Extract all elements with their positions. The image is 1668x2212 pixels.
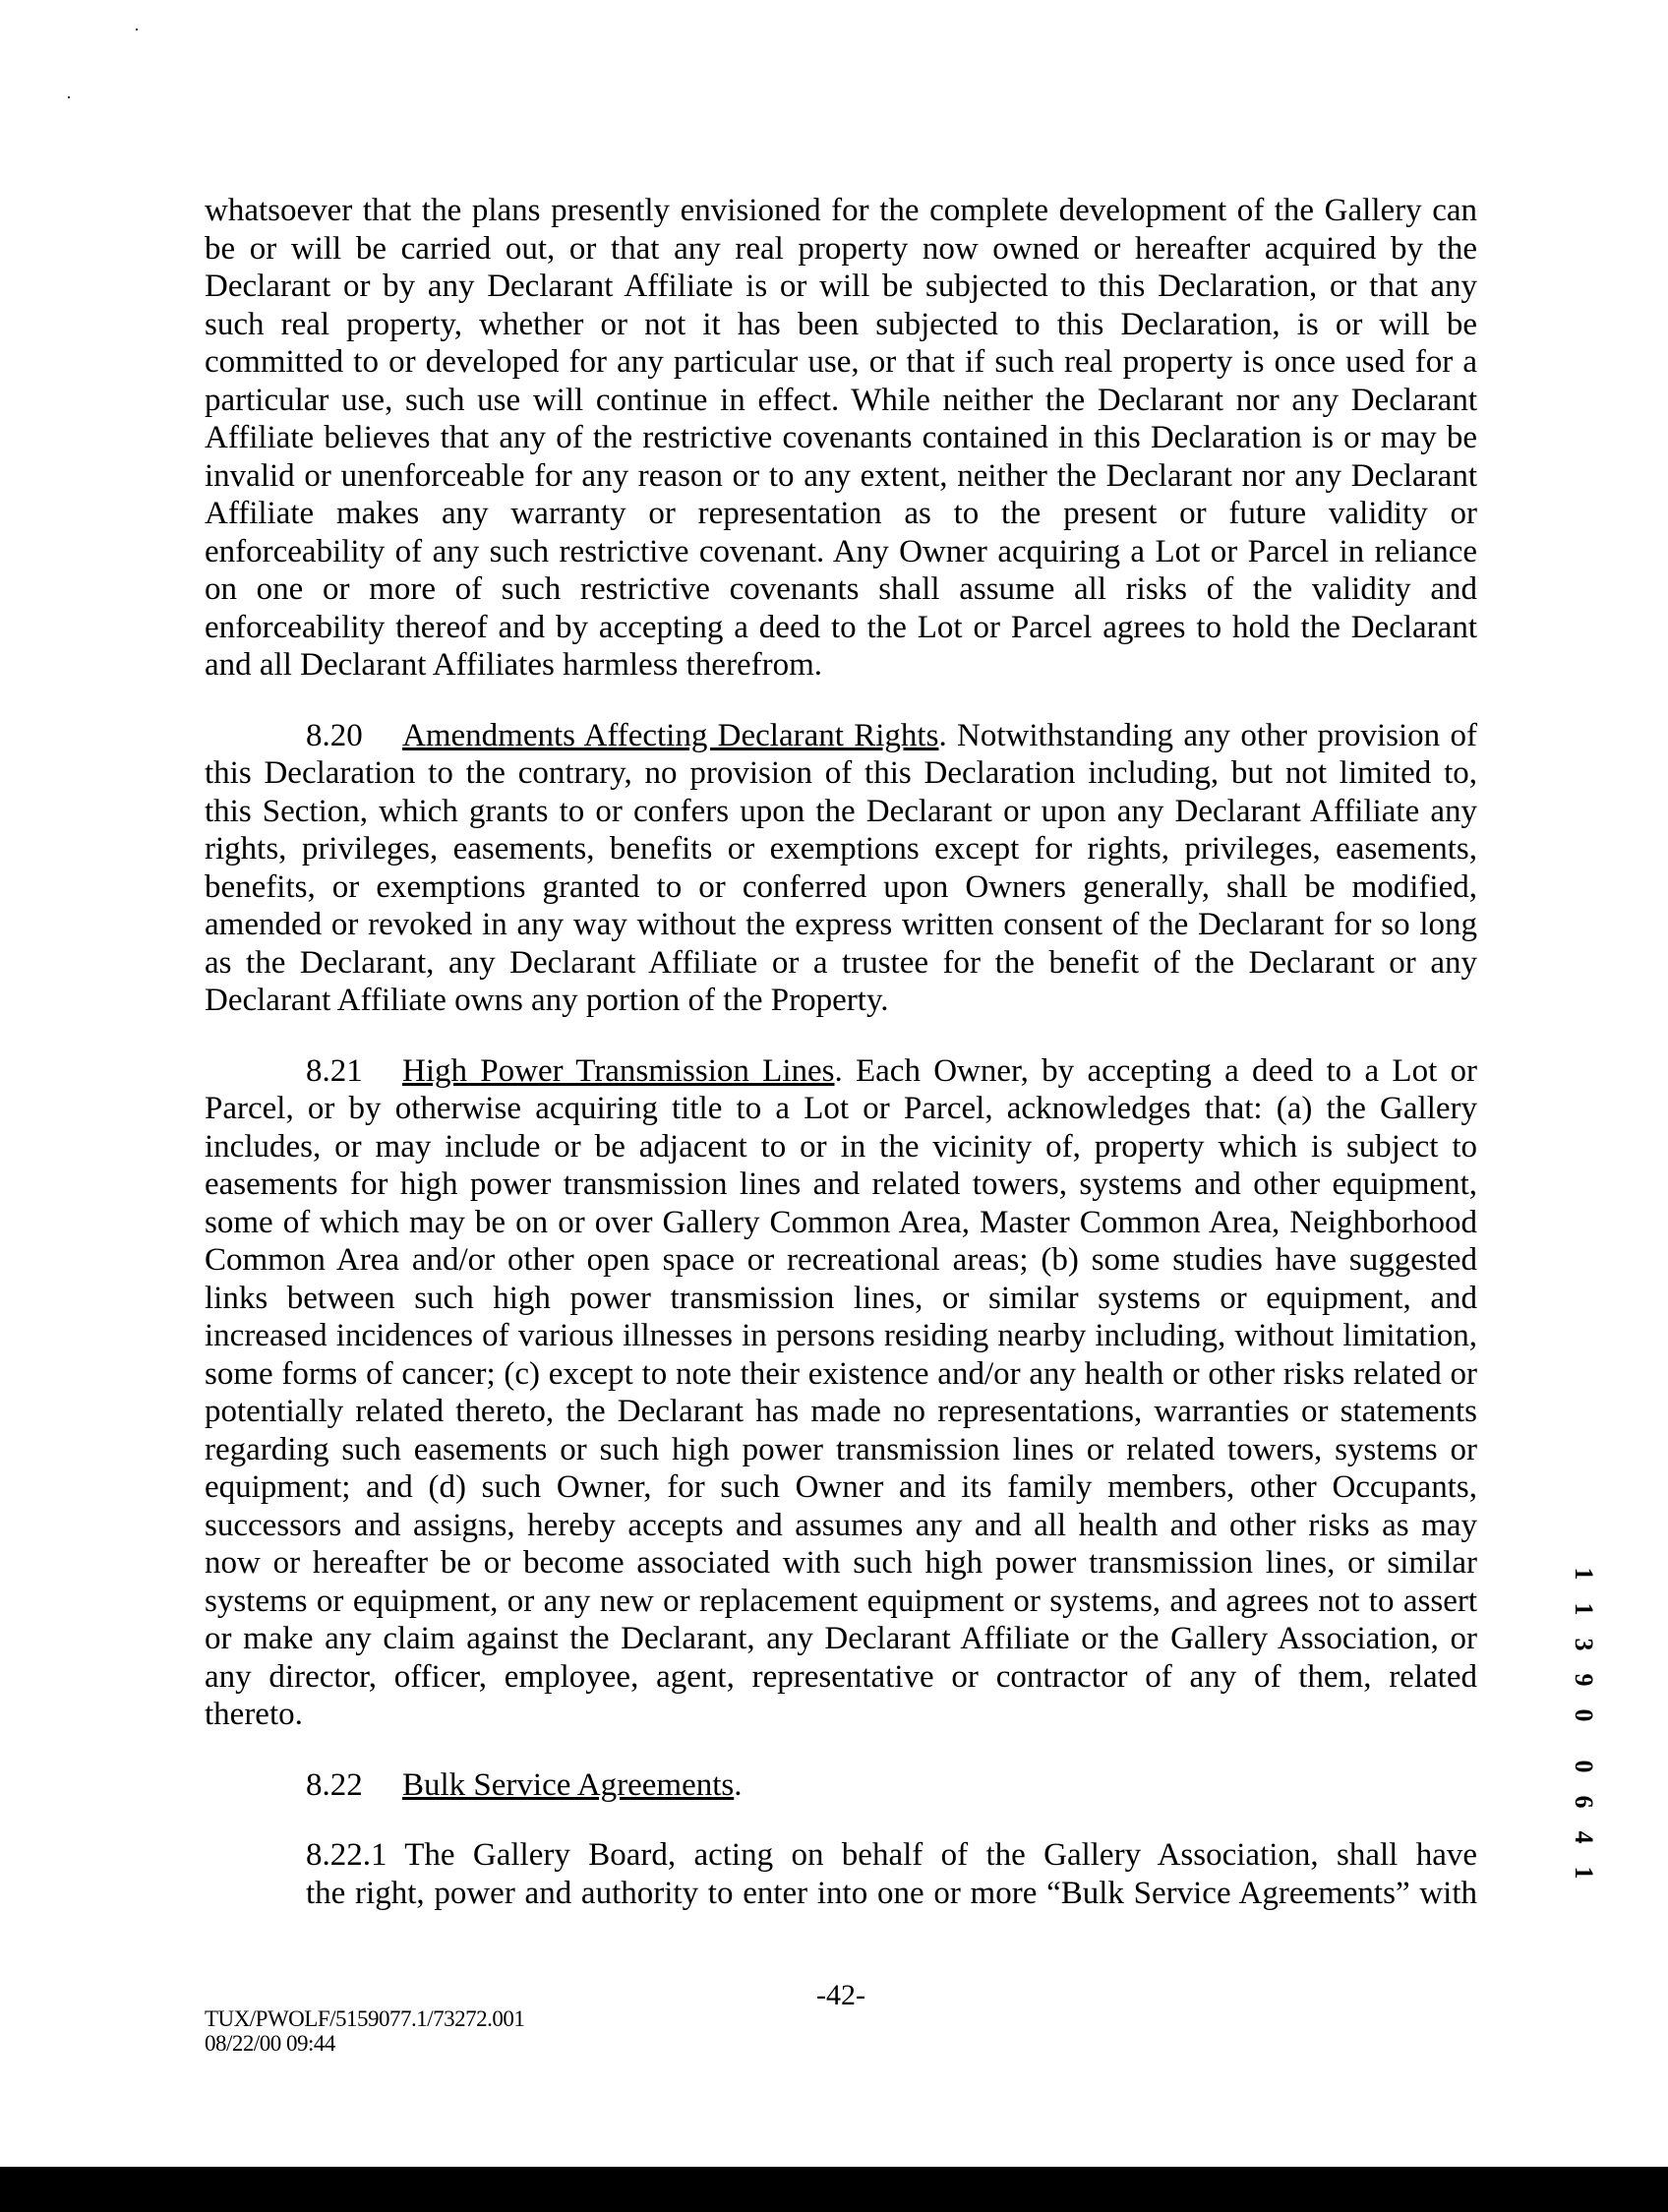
stamp-digit: 9 [1570, 1673, 1598, 1687]
text-line: some of which may be on or over Gallery Common Area, Master Common Area, Neighborhood [205, 1204, 1477, 1240]
text-line: includes, or may include or be adjacent to or in the vicinity of, property which is subject to [205, 1128, 1477, 1165]
text-run: . Each Owner, by accepting a deed to a Lot or [834, 1052, 1477, 1089]
paragraph-p8221 [306, 1836, 1477, 1912]
section-number: 8.20 [306, 717, 363, 753]
text-run: . Notwithstanding any other provision of [938, 717, 1477, 753]
text-run: . [734, 1766, 743, 1803]
paragraph-p822 [205, 1766, 1477, 1805]
recording-stamp-group-2 [1569, 1749, 1598, 1890]
page-number: -42- [816, 1979, 865, 2011]
stamp-digit: 4 [1570, 1830, 1598, 1844]
text-line: Affiliate believes that any of the restrictive covenants contained in this Declaration is or may be [205, 420, 1477, 455]
footer [205, 2006, 524, 2056]
section-number: 8.21 [306, 1052, 363, 1089]
text-line: Parcel, or by otherwise acquiring title to a Lot or Parcel, acknowledges that: (a) the Gallery [205, 1091, 1477, 1126]
section-title: Amendments Affecting Declarant Rights [402, 717, 939, 753]
scan-speck [68, 96, 70, 98]
section-heading-line [306, 1766, 1477, 1805]
text-line: as the Declarant, any Declarant Affiliate or a trustee for the benefit of the Declarant or any [205, 944, 1477, 981]
stamp-digit: 6 [1570, 1795, 1598, 1809]
stamp-digit: 1 [1570, 1602, 1598, 1616]
stamp-digit: 1 [1570, 1866, 1598, 1880]
document-body [205, 192, 1477, 1944]
text-line: this Section, which grants to or confers upon the Declarant or upon any Declarant Affiliate any [205, 793, 1477, 829]
text-line: or make any claim against the Declarant, any Declarant Affiliate or the Gallery Association, or [205, 1621, 1477, 1656]
text-line: thereto. [205, 1697, 303, 1732]
text-line: now or hereafter be or become associated with such high power transmission lines, or similar [205, 1545, 1477, 1581]
text-line: be or will be carried out, or that any real property now owned or hereafter acquired by the [205, 230, 1477, 267]
paragraph-p820 [205, 717, 1477, 1020]
section-title: Bulk Service Agreements [402, 1766, 735, 1803]
scan-speck [136, 29, 138, 30]
text-line: Declarant Affiliate owns any portion of the Property. [205, 983, 889, 1018]
text-line: committed to or developed for any particular use, or that if such real property is once used for a [205, 344, 1477, 380]
text-line: Common Area and/or other open space or recreational areas; (b) some studies have suggested [205, 1242, 1477, 1278]
stamp-digit: 1 [1570, 1567, 1598, 1581]
text-line: Affiliate makes any warranty or representation as to the present or future validity or [205, 496, 1477, 531]
text-line: invalid or unenforceable for any reason or to any extent, neither the Declarant nor any Declarant [205, 457, 1477, 494]
text-line: equipment; and (d) such Owner, for such Owner and its family members, other Occupants, [205, 1469, 1477, 1505]
text-line: links between such high power transmission lines, or similar systems or equipment, and [205, 1280, 1477, 1316]
text-line: some forms of cancer; (c) except to note their existence and/or any health or other risks related or [205, 1355, 1477, 1392]
text-line: whatsoever that the plans presently envisioned for the complete development of the Gallery can [205, 193, 1477, 228]
text-line: Declarant or by any Declarant Affiliate is or will be subjected to this Declaration, or that any [205, 269, 1477, 304]
paragraph-p819 [205, 192, 1477, 685]
text-line: such real property, whether or not it has been subjected to this Declaration, is or will be [205, 306, 1477, 342]
text-line: this Declaration to the contrary, no provision of this Declaration including, but not limited to, [205, 755, 1477, 791]
stamp-digit: 3 [1570, 1638, 1598, 1651]
text-line: particular use, such use will continue in effect. While neither the Declarant nor any Declarant [205, 382, 1477, 418]
section-heading-line [306, 1052, 1477, 1091]
document-id: TUX/PWOLF/5159077.1/73272.001 [205, 2006, 525, 2031]
text-line: easements for high power transmission lines and related towers, systems and other equipment, [205, 1166, 1477, 1202]
text-line: any director, officer, employee, agent, representative or contractor of any of them, related [205, 1658, 1477, 1695]
text-line: regarding such easements or such high power transmission lines or related towers, systems or [205, 1431, 1477, 1467]
text-line: rights, privileges, easements, benefits or exemptions except for rights, privileges, easements, [205, 831, 1477, 867]
text-line: enforceability thereof and by accepting a deed to the Lot or Parcel agrees to hold the Declarant [205, 609, 1477, 645]
text-line: systems or equipment, or any new or replacement equipment or systems, and agrees not to assert [205, 1583, 1477, 1619]
text-line: potentially related thereto, the Declarant has made no representations, warranties or statements [205, 1394, 1477, 1429]
stamp-digit: 0 [1570, 1708, 1598, 1722]
text-line: benefits, or exemptions granted to or conferred upon Owners generally, shall be modified, [205, 868, 1477, 905]
text-line: and all Declarant Affiliates harmless therefrom. [205, 647, 822, 683]
text-line: enforceability of any such restrictive covenant. Any Owner acquiring a Lot or Parcel in reliance [205, 533, 1477, 569]
recording-stamp-group-1 [1569, 1556, 1598, 1733]
text-line: 8.22.1 The Gallery Board, acting on behalf of the Gallery Association, shall have [306, 1837, 1477, 1873]
text-line: increased incidences of various illnesses in persons residing nearby including, without limitation, [205, 1318, 1477, 1353]
text-line: successors and assigns, hereby accepts and assumes any and all health and other risks as may [205, 1507, 1477, 1543]
paragraph-p821 [205, 1052, 1477, 1734]
section-heading-line [306, 717, 1477, 755]
document-timestamp: 08/22/00 09:44 [205, 2031, 335, 2056]
section-number: 8.22 [306, 1766, 363, 1803]
stamp-digit: 0 [1570, 1760, 1598, 1773]
text-line: amended or revoked in any way without the express written consent of the Declarant for so long [205, 907, 1477, 942]
text-line: the right, power and authority to enter into one or more “Bulk Service Agreements” with [306, 1875, 1477, 1911]
scan-border-bar [0, 2167, 1668, 2212]
text-line: on one or more of such restrictive covenants shall assume all risks of the validity and [205, 571, 1477, 607]
section-title: High Power Transmission Lines [402, 1052, 835, 1089]
